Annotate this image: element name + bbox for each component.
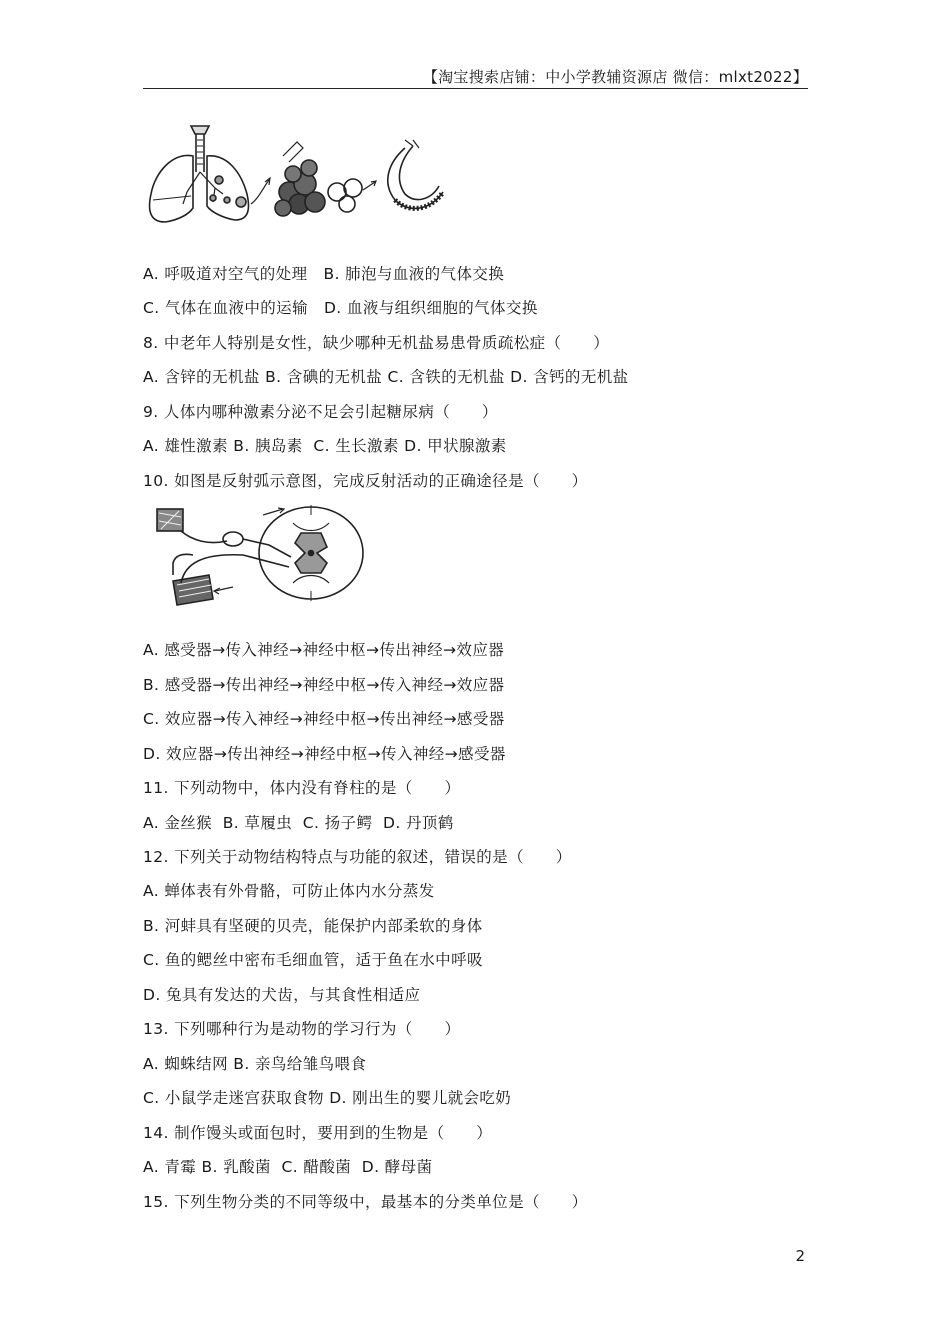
page-number: 2: [795, 1247, 805, 1265]
question-11-options: A. 金丝猴 B. 草履虫 C. 扬子鳄 D. 丹顶鹤: [143, 814, 454, 832]
question-9-stem: 9. 人体内哪种激素分泌不足会引起糖尿病（ ）: [143, 403, 498, 421]
question-13-stem: 13. 下列哪种行为是动物的学习行为（ ）: [143, 1020, 461, 1038]
question-10-option-d: D. 效应器→传出神经→神经中枢→传入神经→感受器: [143, 745, 506, 763]
question-10-option-b: B. 感受器→传出神经→神经中枢→传入神经→效应器: [143, 676, 505, 694]
question-10-stem: 10. 如图是反射弧示意图，完成反射活动的正确途径是（ ）: [143, 472, 588, 490]
respiration-figure: [143, 122, 453, 230]
question-13-options-cd: C. 小鼠学走迷宫获取食物 D. 刚出生的婴儿就会吃奶: [143, 1089, 512, 1107]
question-7-options-ab: A. 呼吸道对空气的处理 B. 肺泡与血液的气体交换: [143, 265, 505, 283]
reflex-arc-figure: [143, 503, 368, 613]
question-9-options: A. 雄性激素 B. 胰岛素 C. 生长激素 D. 甲状腺激素: [143, 437, 507, 455]
question-8-options: A. 含锌的无机盐 B. 含碘的无机盐 C. 含铁的无机盐 D. 含钙的无机盐: [143, 368, 629, 386]
question-10-option-c: C. 效应器→传入神经→神经中枢→传出神经→感受器: [143, 710, 505, 728]
question-10-option-a: A. 感受器→传入神经→神经中枢→传出神经→效应器: [143, 641, 505, 659]
question-12-option-a: A. 蝉体表有外骨骼，可防止体内水分蒸发: [143, 882, 435, 900]
question-12-option-b: B. 河蚌具有坚硬的贝壳，能保护内部柔软的身体: [143, 917, 483, 935]
question-8-stem: 8. 中老年人特别是女性，缺少哪种无机盐易患骨质疏松症（ ）: [143, 334, 610, 352]
question-12-stem: 12. 下列关于动物结构特点与功能的叙述，错误的是（ ）: [143, 848, 572, 866]
question-12-option-d: D. 兔具有发达的犬齿，与其食性相适应: [143, 986, 421, 1004]
header-rule: [143, 88, 808, 89]
page-header: 【淘宝搜索店铺：中小学教辅资源店 微信：mlxt2022】: [422, 68, 808, 86]
question-7-options-cd: C. 气体在血液中的运输 D. 血液与组织细胞的气体交换: [143, 299, 538, 317]
question-12-option-c: C. 鱼的鳃丝中密布毛细血管，适于鱼在水中呼吸: [143, 951, 483, 969]
question-15-stem: 15. 下列生物分类的不同等级中，最基本的分类单位是（ ）: [143, 1193, 588, 1211]
question-14-stem: 14. 制作馒头或面包时，要用到的生物是（ ）: [143, 1124, 493, 1142]
question-14-options: A. 青霉 B. 乳酸菌 C. 醋酸菌 D. 酵母菌: [143, 1158, 433, 1176]
question-13-options-ab: A. 蜘蛛结网 B. 亲鸟给雏鸟喂食: [143, 1055, 367, 1073]
question-11-stem: 11. 下列动物中，体内没有脊柱的是（ ）: [143, 779, 461, 797]
